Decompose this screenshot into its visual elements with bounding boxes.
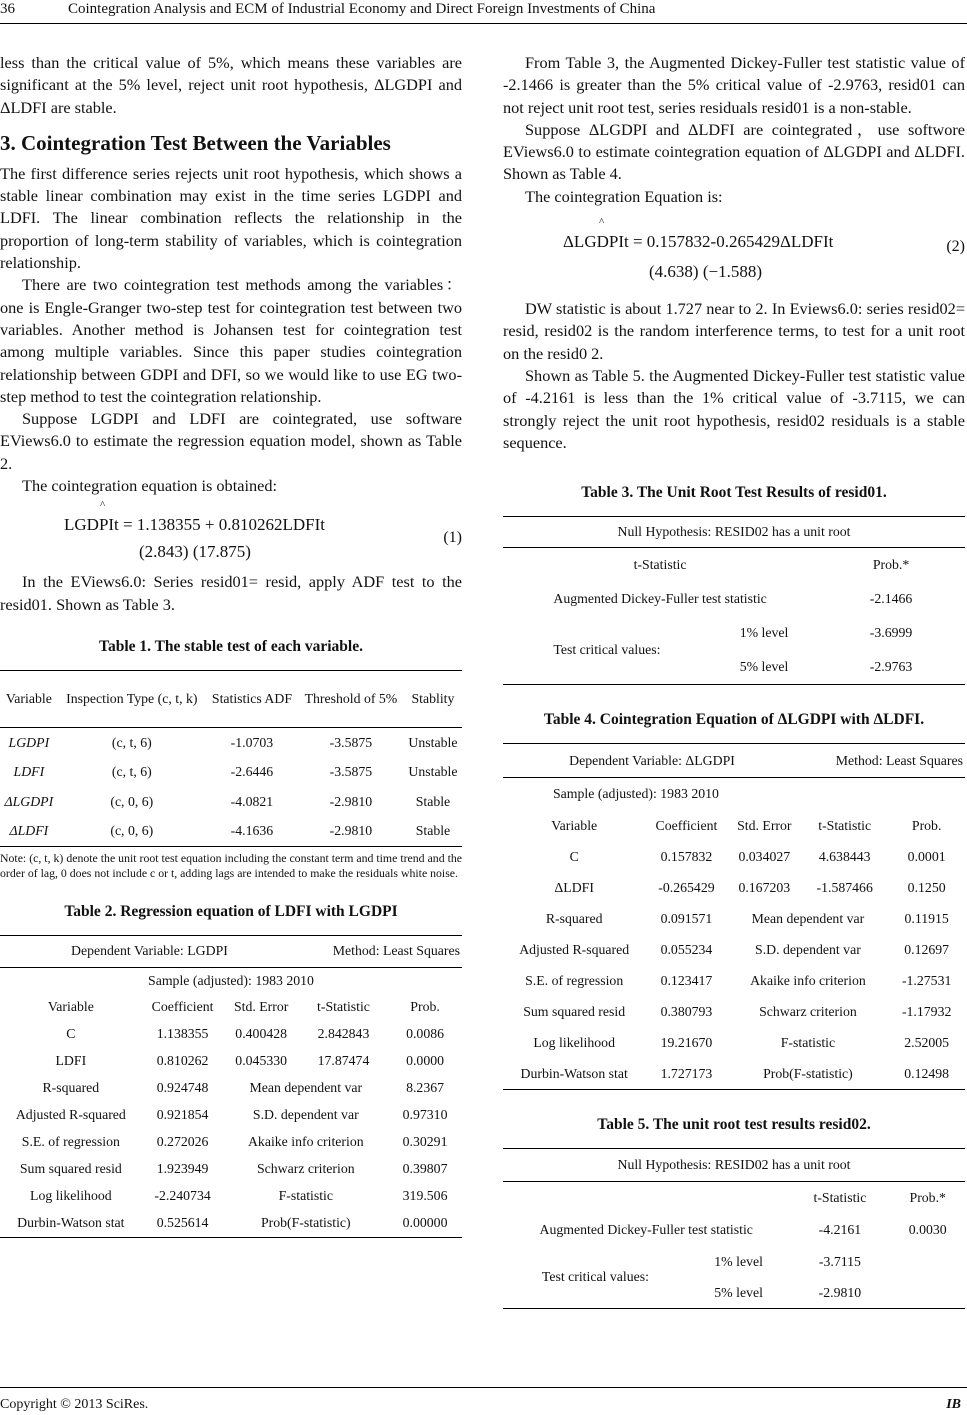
- table-caption: Table 2. Regression equation of LDFI with LGDPI: [64, 902, 398, 920]
- table-cell: 0.810262: [156, 1053, 209, 1069]
- table-cell: F-statistic: [278, 1188, 334, 1204]
- table-cell: 1.138355: [156, 1026, 209, 1042]
- table-cell: S.E. of regression: [21, 1134, 120, 1150]
- table-cell: 0.12697: [904, 941, 950, 957]
- table-cell: Log likelihood: [30, 1188, 112, 1204]
- table-row: [503, 1058, 965, 1090]
- table-row: [0, 787, 462, 817]
- table-header-row: [503, 810, 965, 841]
- table-cell: 0.380793: [660, 1003, 713, 1019]
- paragraph: Suppose ΔLGDPI and ΔLDFI are cointegrated，use softwore EViews6.0 to estimate cointegration equation of ΔLGDPI and ΔLDFI. Shown as Table 4.: [503, 119, 965, 184]
- column-header: Prob.*: [909, 1190, 946, 1206]
- table-caption: Table 1. The stable test of each variable.: [99, 637, 363, 655]
- table-cell: ΔLGDPI: [4, 793, 54, 809]
- column-header: t-Statistic: [813, 1190, 867, 1206]
- paragraph: The cointegration equation is obtained:: [22, 476, 277, 496]
- cell-label: 1% level: [739, 625, 789, 641]
- equation-line: ΔLGDPIt = 0.157832-0.265429ΔLDFIt: [563, 232, 834, 252]
- table-cell: 0.525614: [156, 1215, 209, 1231]
- table-cell: S.D. dependent var: [252, 1107, 359, 1123]
- table-cell: Stable: [415, 823, 451, 839]
- table-cell: -1.27531: [901, 972, 952, 988]
- table-cell: 0.11915: [904, 910, 949, 926]
- column-header: Std. Error: [737, 817, 792, 833]
- table-cell: 4.638443: [818, 848, 871, 864]
- table-cell: 0.091571: [660, 910, 713, 926]
- table-cell: LDFI: [55, 1053, 87, 1069]
- method: Method: Least Squares: [801, 744, 965, 778]
- table-caption: Table 5. The unit root test results resid02.: [597, 1116, 871, 1134]
- table-cell: S.D. dependent var: [755, 941, 861, 957]
- table-row: [503, 965, 965, 996]
- table-cell: Prob(F-statistic): [763, 1065, 853, 1081]
- dependent-variable: Dependent Variable: LGDPI: [0, 935, 299, 967]
- cell-label: 5% level: [739, 659, 789, 675]
- dependent-variable: Dependent Variable: ΔLGDPI: [503, 744, 801, 778]
- cell-label: 1% level: [714, 1253, 763, 1269]
- table-cell: 0.921854: [156, 1107, 209, 1123]
- table-cell: 0.034027: [738, 848, 791, 864]
- column-header: Prob.: [410, 999, 440, 1015]
- table-cell: 2.52005: [904, 1034, 950, 1050]
- table-cell: Unstable: [408, 764, 458, 780]
- table-cell: 0.045330: [235, 1053, 288, 1069]
- table-row: [0, 1210, 462, 1238]
- table-cell: 0.167203: [738, 879, 791, 895]
- journal-abbrev: IB: [946, 1397, 961, 1412]
- table-2: [0, 935, 462, 1238]
- table-cell: ΔLDFI: [554, 879, 594, 895]
- table-5: [503, 1148, 965, 1309]
- column-header: Variable: [551, 817, 598, 833]
- table-cell: Unstable: [408, 734, 458, 750]
- table-cell: -2.6446: [230, 764, 274, 780]
- table-cell: Mean dependent var: [751, 910, 865, 926]
- table-row: [0, 727, 462, 757]
- table-cell: Durbin-Watson stat: [17, 1215, 125, 1231]
- table-note: Note: (c, t, k) denote the unit root test equation including the constant term and time trend and the order of lag, 0 does not include c or t, adding lags are intended to make the residuals white noise.: [0, 850, 462, 880]
- header-rule: [0, 23, 967, 24]
- table-cell: (c, t, 6): [111, 764, 152, 780]
- table-cell: (c, 0, 6): [110, 793, 154, 809]
- table-cell: 0.157832: [660, 848, 713, 864]
- table-cell: -2.9810: [329, 823, 373, 839]
- table-cell: 8.2367: [406, 1080, 445, 1096]
- table-cell: 0.97310: [402, 1107, 448, 1123]
- running-title: Cointegration Analysis and ECM of Industrial Economy and Direct Foreign Investments of China: [68, 1, 656, 17]
- equation-number: (1): [443, 529, 462, 547]
- table-cell: LDFI: [13, 764, 45, 780]
- equation-tstats: (2.843) (17.875): [139, 542, 251, 562]
- equation-2: [503, 208, 965, 298]
- table-cell: (c, 0, 6): [110, 823, 154, 839]
- column-header: Stablity: [404, 670, 462, 727]
- table-cell: 0.0000: [406, 1053, 445, 1069]
- table-cell: 2.842843: [317, 1026, 370, 1042]
- table-cell: Adjusted R-squared: [519, 941, 630, 957]
- table-cell: Durbin-Watson stat: [520, 1065, 628, 1081]
- table-cell: Log likelihood: [533, 1034, 615, 1050]
- sample: Sample (adjusted): 1983 2010: [148, 972, 314, 988]
- cell-value: -2.9763: [869, 659, 913, 675]
- paragraph: DW statistic is about 1.727 near to 2. In Eviews6.0: series resid02= resid, resid02 is the random interference terms, to test for a unit root on the resid0 2.: [503, 299, 965, 363]
- table-caption: Table 4. Cointegration Equation of ΔLGDPI with ΔLDFI.: [543, 711, 925, 729]
- table-cell: Schwarz criterion: [759, 1003, 857, 1019]
- table-row: [503, 872, 965, 903]
- table-cell: 0.123417: [660, 972, 713, 988]
- table-cell: 1.727173: [660, 1065, 713, 1081]
- table-row: [503, 934, 965, 965]
- table-cell: -4.0821: [230, 793, 274, 809]
- table-cell: Akaike info criterion: [750, 972, 866, 988]
- table-cell: Sum squared resid: [523, 1003, 626, 1019]
- table-cell: 319.506: [402, 1188, 448, 1204]
- table-row: [0, 1102, 462, 1129]
- paragraph: less than the critical value of 5%, which means these variables are significant at the 5% level, reject unit root hypothesis, ΔLGDPI and ΔLDFI are stable.: [0, 53, 462, 117]
- equation-number: (2): [946, 238, 965, 256]
- table-row: [0, 1075, 462, 1102]
- table-4: [503, 743, 965, 1090]
- paragraph: There are two cointegration test methods among the variables：one is Engle-Granger two-step test for cointegration test between two variables. Another method is Johansen test for cointegration test among multiple variables. Since this paper studies cointegration relationship between GDPI and DFI, so we would like to use EG two-step method to test the cointegration relationship.: [0, 275, 462, 406]
- table-cell: Sum squared resid: [19, 1161, 122, 1177]
- table-cell: -3.5875: [329, 734, 373, 750]
- table-cell: C: [569, 848, 579, 864]
- table-cell: 0.924748: [156, 1080, 209, 1096]
- table-caption: Table 3. The Unit Root Test Results of resid01.: [581, 484, 887, 502]
- table-1: [0, 670, 462, 847]
- table-row: [0, 1021, 462, 1048]
- table-cell: 0.39807: [402, 1161, 448, 1177]
- table-cell: 19.21670: [660, 1034, 713, 1050]
- table-cell: Mean dependent var: [249, 1080, 363, 1096]
- table-cell: 0.055234: [660, 941, 713, 957]
- table-row: [503, 903, 965, 934]
- column-header: Statistics ADF: [206, 670, 298, 727]
- table-cell: -3.5875: [329, 764, 373, 780]
- table-cell: 17.87474: [317, 1053, 370, 1069]
- table-row: [0, 1156, 462, 1183]
- equation-1: [0, 497, 462, 571]
- column-header: t-Statistic: [818, 817, 872, 833]
- row-label: Test critical values:: [541, 1269, 649, 1285]
- table-cell: Prob(F-statistic): [260, 1215, 351, 1231]
- table-cell: R-squared: [42, 1080, 100, 1096]
- page-number: 36: [0, 1, 15, 17]
- table-cell: Stable: [415, 793, 451, 809]
- table-cell: Adjusted R-squared: [15, 1107, 126, 1123]
- table-3: [503, 516, 965, 685]
- right-column: [503, 52, 965, 1309]
- method: Method: Least Squares: [299, 935, 462, 967]
- table-cell: 1.923949: [156, 1161, 209, 1177]
- equation-tstats: (4.638) (−1.588): [649, 262, 762, 282]
- row-label: Augmented Dickey-Fuller test statistic: [539, 1222, 753, 1238]
- equation-hat: ^: [100, 499, 106, 512]
- cell-value: -4.2161: [818, 1222, 862, 1238]
- table-cell: 0.1250: [907, 879, 946, 895]
- table-cell: LGDPI: [8, 734, 50, 750]
- table-cell: 0.12498: [904, 1065, 950, 1081]
- paragraph: Shown as Table 5. the Augmented Dickey-Fuller test statistic value of -4.2161 is less than the 1% critical value of -3.7115, we can strongly reject the unit root hypothesis, resid02 residuals is a stable sequence.: [503, 365, 965, 452]
- paragraph: The first difference series rejects unit root hypothesis, which shows a stable linear combination may exist in the time series LGDPI and LDFI. The linear combination reflects the relationship in the proportion of long-term stability of variables, which is cointegration relationship.: [0, 163, 462, 273]
- row-label: Test critical values:: [553, 642, 661, 658]
- paragraph: In the EViews6.0: Series resid01= resid, apply ADF test to the resid01. Shown as Table 3.: [0, 572, 462, 614]
- column-header: t-Statistic: [317, 999, 370, 1015]
- table-cell: 0.30291: [402, 1134, 448, 1150]
- table-cell: -0.265429: [658, 879, 715, 895]
- table-cell: -4.1636: [230, 823, 274, 839]
- table-cell: 0.0001: [907, 848, 946, 864]
- table-cell: -1.17932: [901, 1003, 952, 1019]
- page-header: [0, 0, 967, 24]
- equation-hat: ^: [599, 216, 605, 229]
- column-header: Variable: [47, 999, 94, 1015]
- section-heading: 3. Cointegration Test Between the Variables: [0, 130, 391, 155]
- paragraph: Suppose LGDPI and LDFI are cointegrated, use software EViews6.0 to estimate the regression equation model, shown as Table 2.: [0, 409, 462, 473]
- null-hypothesis: Null Hypothesis: RESID02 has a unit root: [503, 517, 965, 548]
- table-cell: -1.0703: [230, 734, 274, 750]
- row-label: Augmented Dickey-Fuller test statistic: [553, 591, 767, 607]
- table-cell: 0.0086: [406, 1026, 445, 1042]
- column-header: Inspection Type (c, t, k): [58, 670, 206, 727]
- table-cell: Akaike info criterion: [247, 1134, 364, 1150]
- table-cell: 0.272026: [156, 1134, 209, 1150]
- footer-rule: [0, 1387, 967, 1388]
- cell-value: -3.7115: [818, 1253, 861, 1269]
- cell-value: -2.1466: [869, 591, 913, 607]
- table-cell: -2.9810: [329, 793, 373, 809]
- table-cell: S.E. of regression: [525, 972, 624, 988]
- table-cell: -2.240734: [154, 1188, 211, 1204]
- table-cell: ΔLDFI: [9, 823, 49, 839]
- cell-label: 5% level: [714, 1284, 763, 1300]
- column-header: Variable: [0, 670, 58, 727]
- table-cell: Schwarz criterion: [256, 1161, 355, 1177]
- table-cell: -1.587466: [816, 879, 873, 895]
- column-header: t-Statistic: [633, 557, 687, 573]
- column-header: Prob.*: [872, 557, 910, 573]
- cell-value: -3.6999: [869, 625, 913, 641]
- table-cell: (c, t, 6): [111, 734, 152, 750]
- table-row: [0, 1048, 462, 1075]
- table-cell: C: [66, 1026, 76, 1042]
- column-header: Std. Error: [233, 999, 289, 1015]
- cell-value: 0.0030: [908, 1222, 947, 1238]
- null-hypothesis: Null Hypothesis: RESID02 has a unit root: [503, 1149, 965, 1182]
- table-header-row: [0, 994, 462, 1021]
- table-row: [503, 996, 965, 1027]
- table-cell: F-statistic: [780, 1034, 836, 1050]
- column-header: Coefficient: [655, 817, 718, 833]
- column-header: Prob.: [911, 817, 942, 833]
- table-row: [0, 1183, 462, 1210]
- sample: Sample (adjusted): 1983 2010: [553, 786, 719, 802]
- table-cell: R-squared: [545, 910, 603, 926]
- cell-value: -2.9810: [818, 1284, 862, 1300]
- table-row: [503, 1027, 965, 1058]
- table-cell: 0.400428: [235, 1026, 288, 1042]
- table-row: [0, 757, 462, 787]
- column-header: Coefficient: [151, 999, 214, 1015]
- column-header: Threshold of 5%: [298, 670, 404, 727]
- left-column: [0, 52, 462, 1238]
- table-row: [503, 841, 965, 872]
- table-row: [0, 816, 462, 846]
- table-cell: 0.00000: [402, 1215, 448, 1231]
- equation-line: LGDPIt = 1.138355 + 0.810262LDFIt: [64, 515, 325, 535]
- paragraph: From Table 3, the Augmented Dickey-Fuller test statistic value of -2.1466 is greater than the 5% critical value of -2.9763, resid01 can not reject unit root test, series residuals resid01 is a non-stable.: [503, 53, 965, 117]
- copyright: Copyright © 2013 SciRes.: [0, 1397, 149, 1412]
- table-row: [0, 1129, 462, 1156]
- paragraph: The cointegration Equation is:: [525, 186, 723, 206]
